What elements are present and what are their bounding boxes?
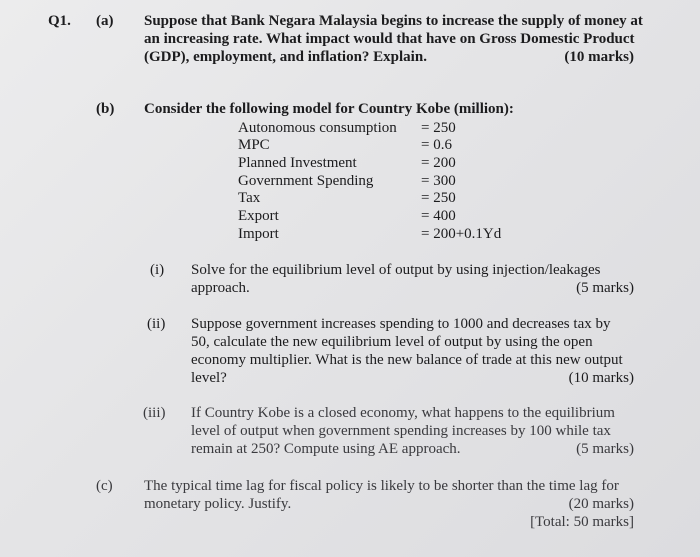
sub-ii-line-4: level? (191, 370, 227, 386)
model-name: Export (238, 208, 279, 224)
part-b-intro: Consider the following model for Country Kobe (million): (144, 101, 514, 117)
model-value: = 400 (421, 208, 456, 224)
model-row (238, 155, 456, 173)
model-name: Tax (238, 190, 261, 206)
part-c-line-2: monetary policy. Justify. (144, 496, 292, 512)
part-c-marks: (20 marks) (568, 496, 634, 512)
part-c-label: (c) (96, 478, 113, 494)
model-row (238, 137, 452, 155)
part-a-line-3: (GDP), employment, and inflation? Explain. (144, 49, 427, 65)
part-c-line-1: The typical time lag for fiscal policy is likely to be shorter than the time lag for (144, 478, 619, 494)
sub-i-line-2: approach. (191, 280, 250, 296)
model-name: Import (238, 226, 279, 242)
sub-ii-line-2: 50, calculate the new equilibrium level of output by using the open (191, 334, 593, 350)
sub-iii-line-2: level of output when government spending increases by 100 while tax (191, 423, 611, 439)
part-a-line-1: Suppose that Bank Negara Malaysia begins to increase the supply of money at (144, 13, 643, 29)
model-name: Planned Investment (238, 155, 357, 171)
model-name: Autonomous consumption (238, 120, 397, 136)
model-value: = 300 (421, 173, 456, 189)
sub-ii-line-1: Suppose government increases spending to 1000 and decreases tax by (191, 316, 611, 332)
model-row (238, 190, 456, 208)
part-a-marks: (10 marks) (564, 49, 634, 65)
sub-i-marks: (5 marks) (576, 280, 634, 296)
model-value: = 200 (421, 155, 456, 171)
model-value: = 200+0.1Yd (421, 226, 502, 242)
sub-iii-line-3: remain at 250? Compute using AE approach. (191, 441, 461, 457)
model-row (238, 120, 456, 138)
model-value: = 250 (421, 190, 456, 206)
sub-iii-label: (iii) (143, 405, 166, 421)
sub-iii-marks: (5 marks) (576, 441, 634, 457)
model-row (238, 208, 456, 226)
part-b-label: (b) (96, 101, 115, 117)
part-a-line-2: an increasing rate. What impact would that have on Gross Domestic Product (144, 31, 635, 47)
total-marks: [Total: 50 marks] (530, 514, 634, 530)
sub-i-line-1: Solve for the equilibrium level of output by using injection/leakages (191, 262, 601, 278)
model-value: = 250 (421, 120, 456, 136)
sub-i-label: (i) (150, 262, 165, 278)
model-value: = 0.6 (421, 137, 452, 153)
sub-ii-line-3: economy multiplier. What is the new balance of trade at this new output (191, 352, 623, 368)
sub-ii-label: (ii) (147, 316, 166, 332)
question-number: Q1. (48, 13, 71, 29)
sub-iii-line-1: If Country Kobe is a closed economy, what happens to the equilibrium (191, 405, 615, 421)
model-name: MPC (238, 137, 270, 153)
model-row (238, 226, 502, 244)
sub-ii-marks: (10 marks) (568, 370, 634, 386)
model-name: Government Spending (238, 173, 374, 189)
part-a-label: (a) (96, 13, 114, 29)
model-row (238, 173, 456, 191)
